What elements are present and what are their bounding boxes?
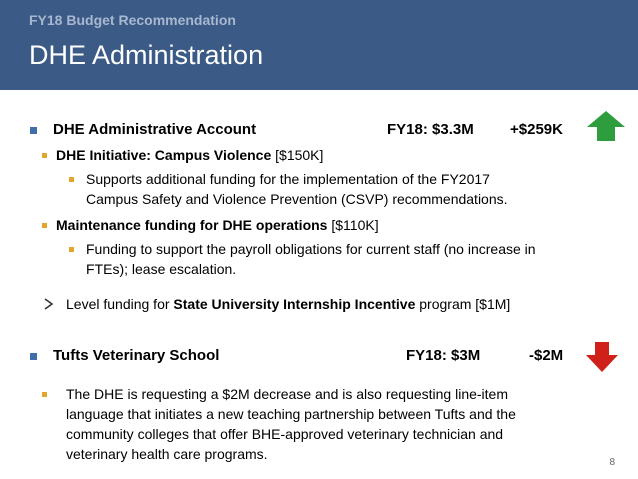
level-post: program [$1M] xyxy=(415,296,511,312)
tufts-text-line: community colleges that offer BHE-approved veterinary technician and xyxy=(66,426,504,442)
slide-supertitle: FY18 Budget Recommendation xyxy=(29,12,236,28)
tufts-text-line: language that initiates a new teaching partnership between Tufts and the xyxy=(66,406,516,422)
change-amount: -$2M xyxy=(529,347,564,364)
item-label: DHE Initiative: Campus Violence xyxy=(56,147,272,163)
sub-text-line: Campus Safety and Violence Prevention (CSVP) recommendations. xyxy=(86,191,508,207)
bullet-square xyxy=(69,177,74,182)
tufts-text-line: veterinary health care programs. xyxy=(66,446,268,462)
fy18-amount: FY18: $3.3M xyxy=(387,121,474,138)
level-program: State University Internship Incentive xyxy=(173,296,416,312)
bullet-square xyxy=(30,353,37,360)
item-amount: [$110K] xyxy=(327,217,379,233)
item-label: Maintenance funding for DHE operations xyxy=(56,217,328,233)
bullet-square xyxy=(42,223,47,228)
level-funding-line xyxy=(66,294,510,314)
slide-header xyxy=(0,0,638,90)
item-campus-violence xyxy=(56,145,323,165)
bullet-square xyxy=(42,153,47,158)
arrow-bullet-icon xyxy=(44,298,54,310)
slide-title: DHE Administration xyxy=(29,40,264,70)
sub-text-line: Funding to support the payroll obligations for current staff (no increase in xyxy=(86,241,536,257)
change-amount: +$259K xyxy=(510,121,563,138)
down-arrow-icon xyxy=(585,341,619,373)
tufts-text-line: The DHE is requesting a $2M decrease and is also requesting line-item xyxy=(66,386,509,402)
bullet-square xyxy=(30,127,37,134)
section-title-dhe-admin: DHE Administrative Account xyxy=(53,121,257,138)
bullet-square xyxy=(69,247,74,252)
bullet-square xyxy=(42,392,47,397)
page-number: 8 xyxy=(609,457,615,468)
item-amount: [$150K] xyxy=(271,147,324,163)
sub-text-line: Supports additional funding for the implementation of the FY2017 xyxy=(86,171,490,187)
level-pre: Level funding for xyxy=(66,296,174,312)
section-title-tufts: Tufts Veterinary School xyxy=(53,347,220,364)
fy18-amount: FY18: $3M xyxy=(406,347,481,364)
item-maintenance-funding xyxy=(56,215,379,235)
sub-text-line: FTEs); lease escalation. xyxy=(86,261,237,277)
up-arrow-icon xyxy=(586,110,626,142)
